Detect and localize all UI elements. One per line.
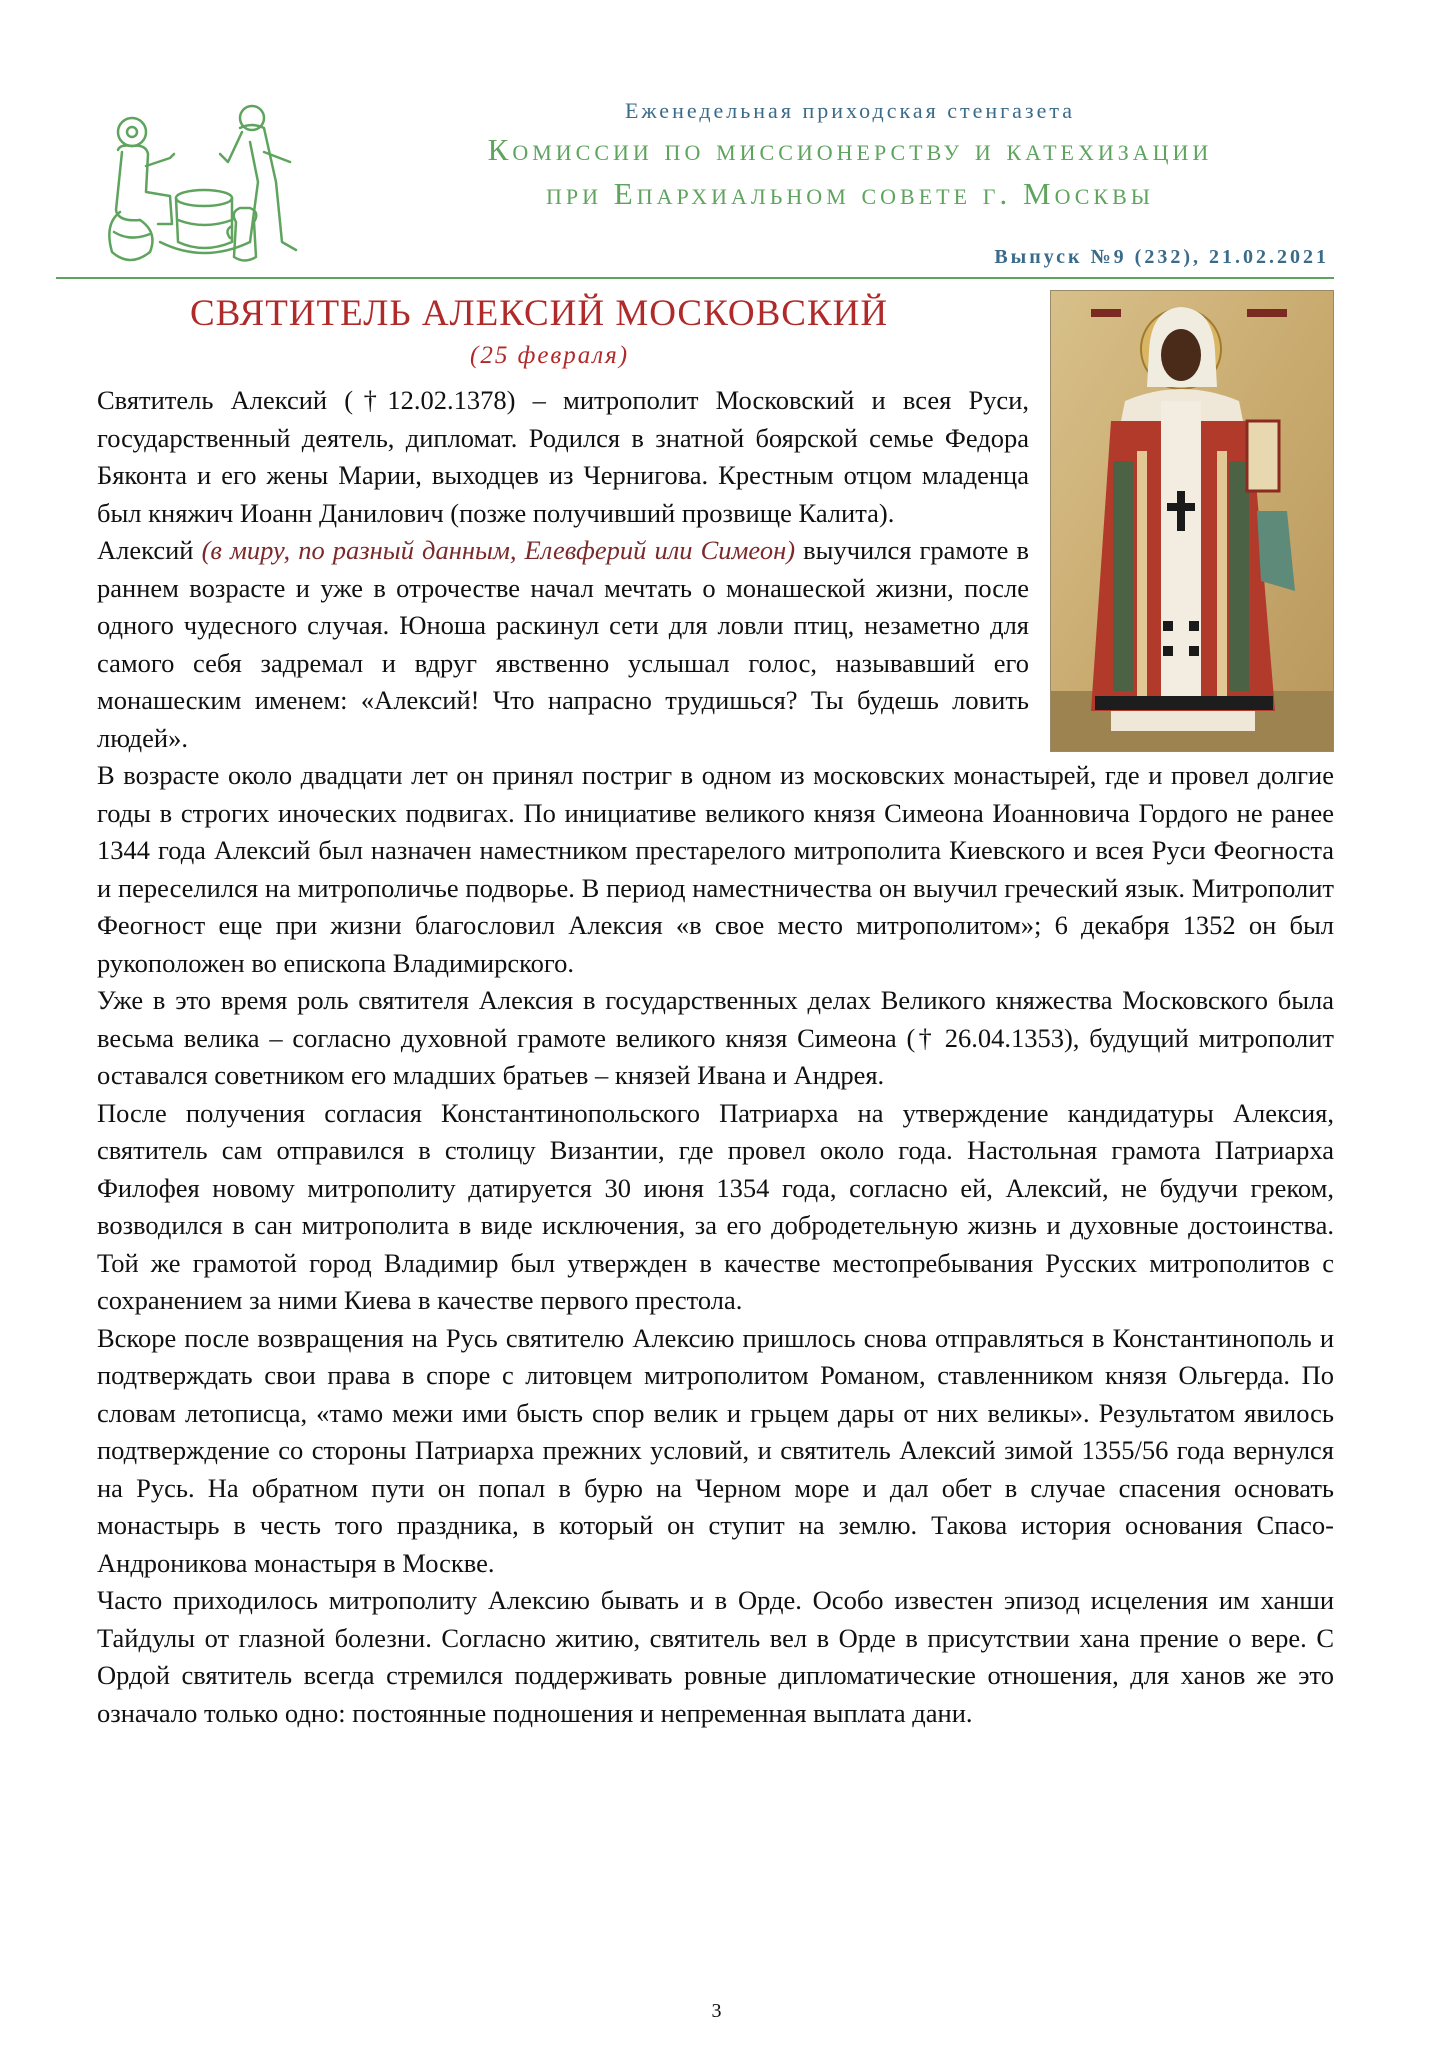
article-date: (25 февраля) <box>470 342 630 369</box>
paragraph-3: В возрасте около двадцати лет он принял постриг в одном из московских монастырей, где и провел долгие годы в строгих иноческих подвигах. По инициативе великого князя Симеона Иоанновича Гордого не ранее 1344 года Алексий был назначен наместником престарелого митрополита Киевского и всея Руси Феогноста и переселился на митрополичье подворье. В период наместничества он выучил греческий язык. Митрополит Феогност еще при жизни благословил Алексия «в свое место митрополитом»; 6 декабря 1352 он был рукоположен во епископа Владимирского. <box>97 760 1334 978</box>
issue-number: Выпуск №9 (232), 21.02.2021 <box>994 246 1329 268</box>
paragraph-5: После получения согласия Константинопольского Патриарха на утверждение кандидатуры Алексия, святитель сам отправился в столицу Византии, где провел около года. Настольная грамота Патриарха Филофея новому митрополиту датируется 30 июня 1354 года, согласно ей, Алексий, не будучи греком, возводился в сан митрополита в виде исключения, за его добродетельную жизнь и духовные достоинства. Той же грамотой город Владимир был утвержден в качестве местопребывания Русских митрополитов с сохранением за ними Киева в качестве первого престола. <box>97 1097 1334 1315</box>
paragraph-2-italic: (в миру, по разный данным, Елевферий или Симеон) <box>201 535 796 565</box>
masthead-line-1: Комиссии по миссионерству и катехизации <box>487 132 1213 167</box>
paragraph-4: Уже в это время роль святителя Алексия в государственных делах Великого княжества Московского была весьма велика – согласно духовной грамоте великого князя Симеона († 26.04.1353), будущий митрополит оставался советником его младших братьев – князей Ивана и Андрея. <box>97 985 1334 1090</box>
masthead-line-2: при Епархиальном совете г. Москвы <box>546 176 1154 211</box>
paragraph-2-start: Алексий <box>97 535 202 565</box>
paragraph-6: Вскоре после возвращения на Русь святителю Алексию пришлось снова отправляться в Константинополь и подтверждать свои права в споре с литовцем митрополитом Романом, ставленником князя Ольгерда. По словам летописца, «тамо межи ими бысть спор велик и грьцем дары от них великы». Результатом явилось подтверждение со стороны Патриарха прежних условий, и святитель Алексий зимой 1355/56 года вернулся на Русь. На обратном пути он попал в бурю на Черном море и дал обет в случае спасения основать монастырь в честь того праздника, в который он ступит на землю. Такова история основания Спасо-Андроникова монастыря в Москве. <box>97 1322 1334 1578</box>
paragraph-2-rest: выучился грамоте в раннем возрасте и уже в отрочестве начал мечтать о монашеской жизни, после одного чудесного случая. Юноша раскинул сети для ловли птиц, незаметно для самого себя задремал и вдруг явственно услышал голос, называвший его монашеским именем: «Алексий! Что напрасно трудишься? Ты будешь ловить людей». <box>97 535 1029 753</box>
icon-float-spacer <box>1029 382 1334 754</box>
paragraph-7: Часто приходилось митрополиту Алексию бывать и в Орде. Особо известен эпизод исцеления им ханши Тайдулы от глазной болезни. Согласно житию, святитель вел в Орде в присутствии хана прение о вере. С Ордой святитель всегда стремился поддерживать ровные дипломатические отношения, для ханов же это означало только одно: постоянные подношения и непременная выплата дани. <box>97 1585 1334 1728</box>
header-divider <box>56 277 1334 279</box>
article-body <box>97 382 1334 1732</box>
paragraph-1: Святитель Алексий (†12.02.1378) – митрополит Московский и всея Руси, государственный деятель, дипломат. Родился в знатной боярской семье Федора Бяконта и его жены Марии, выходцев из Чернигова. Крестным отцом младенца был княжич Иоанн Данилович (позже получивший прозвище Калита). <box>97 385 1029 528</box>
newspaper-logo <box>100 92 308 272</box>
page-number: 3 <box>711 2000 722 2022</box>
article-title: СВЯТИТЕЛЬ АЛЕКСИЙ МОСКОВСКИЙ <box>190 293 889 334</box>
masthead-tagline: Еженедельная приходская стенгазета <box>624 98 1076 123</box>
